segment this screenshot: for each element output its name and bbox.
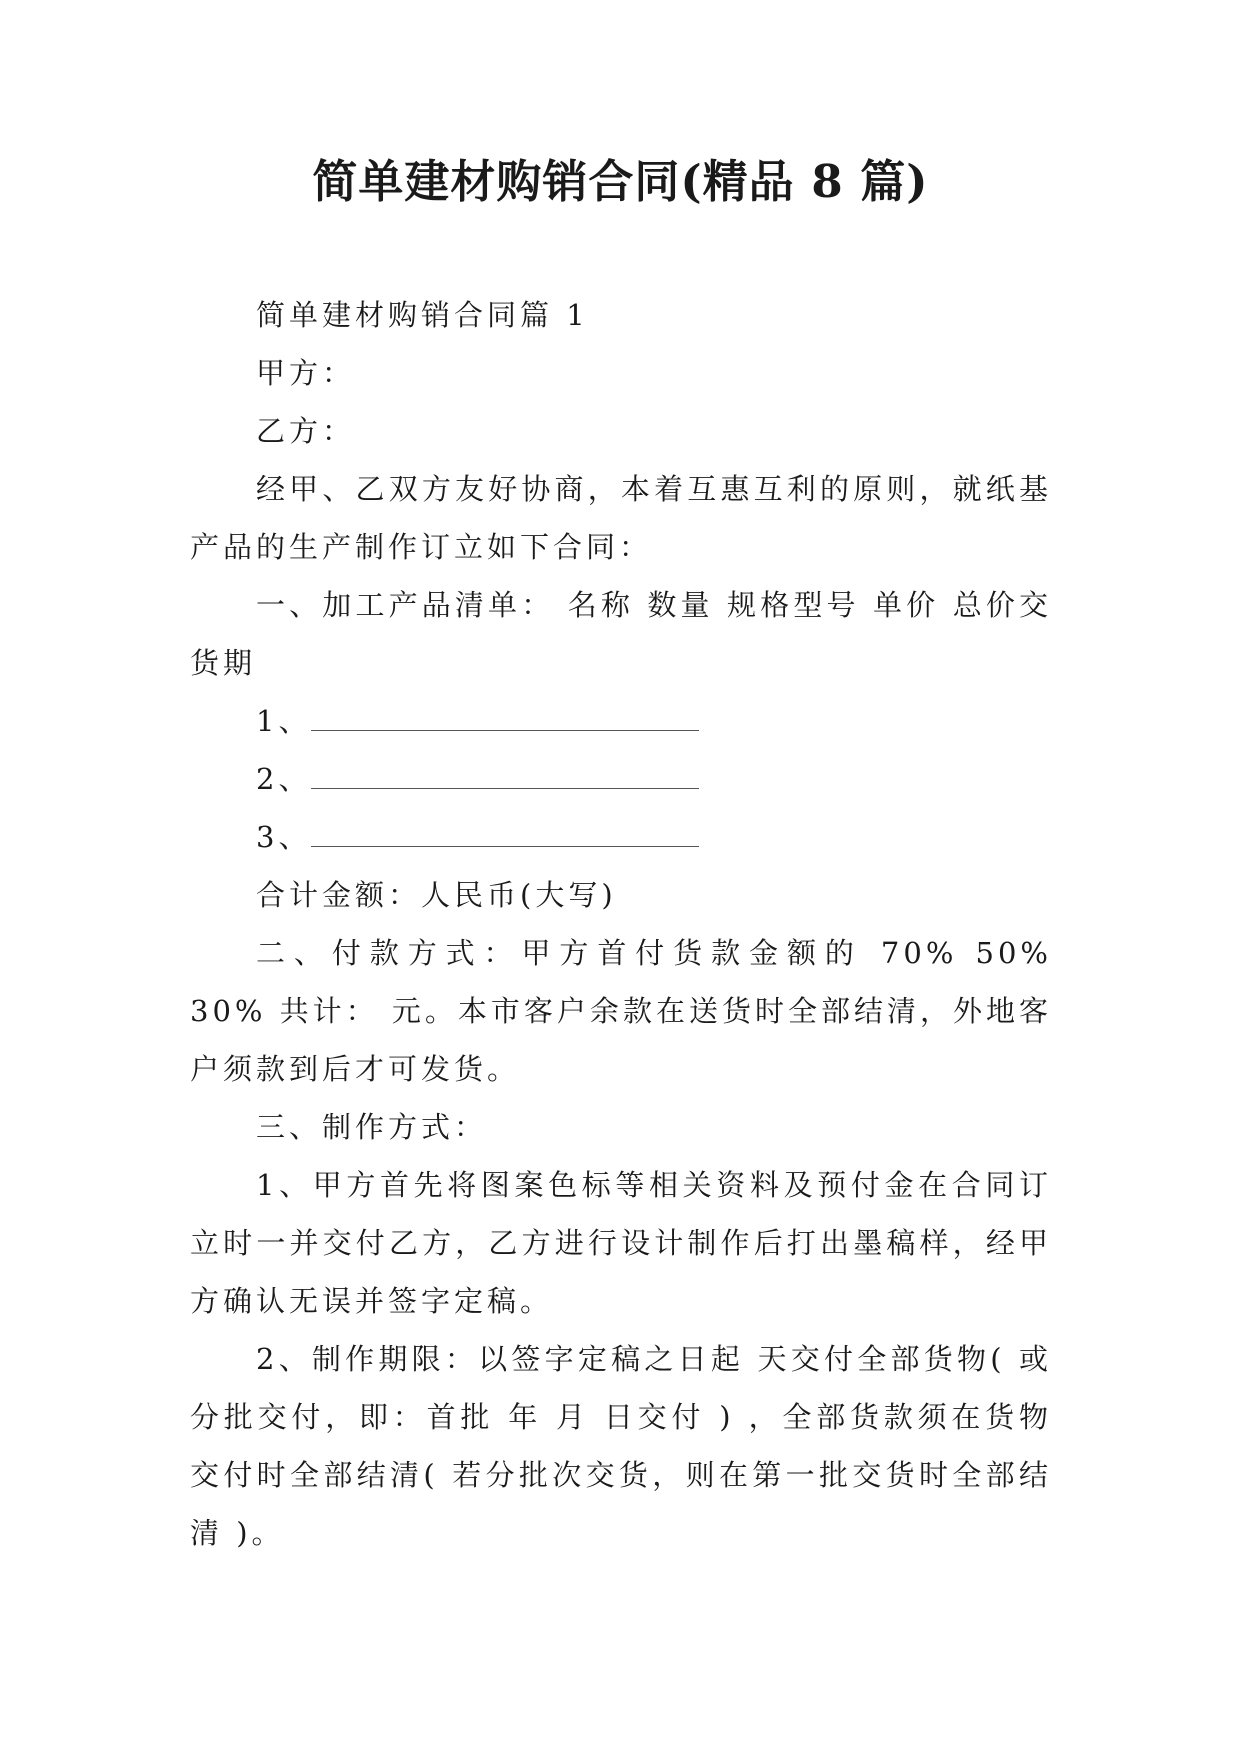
intro-paragraph: 经甲、乙双方友好协商，本着互惠互利的原则，就纸基产品的生产制作订立如下合同：	[190, 472, 1052, 564]
list-item	[190, 692, 1052, 750]
blank-fill-line	[311, 766, 699, 789]
blank-fill-line	[311, 824, 699, 847]
clause-3-heading: 三、制作方式：	[256, 1110, 488, 1144]
item-number: 3、	[256, 820, 312, 854]
item-number: 2、	[256, 762, 312, 796]
clause-3-item-2: 2、制作期限：以签字定稿之日起 天交付全部货物( 或分批交付，即：首批 年 月 日交付 ) ，全部货款须在货物交付时全部结清( 若分批次交货，则在第一批交货时全部结清 )。	[190, 1342, 1052, 1550]
list-item	[190, 750, 1052, 808]
blank-fill-line	[311, 708, 699, 731]
clause-1-product-list: 一、加工产品清单： 名称 数量 规格型号 单价 总价交货期	[190, 588, 1052, 680]
document-title: 简单建材购销合同(精品 8 篇)	[312, 155, 929, 208]
section-heading: 简单建材购销合同篇 1	[256, 298, 589, 332]
party-a-line: 甲方：	[256, 356, 356, 390]
clause-2-payment: 二、付款方式：甲方首付货款金额的 70% 50% 30% 共计： 元。本市客户余款在送货时全部结清，外地客户须款到后才可发货。	[190, 936, 1052, 1086]
total-amount-line: 合计金额：人民币(大写)	[256, 878, 617, 912]
party-b-line: 乙方：	[256, 414, 356, 448]
item-number: 1、	[256, 704, 312, 738]
clause-3-item-1: 1、甲方首先将图案色标等相关资料及预付金在合同订立时一并交付乙方，乙方进行设计制作后打出墨稿样，经甲方确认无误并签字定稿。	[190, 1168, 1052, 1318]
document-body	[190, 286, 1052, 1562]
list-item	[190, 808, 1052, 866]
